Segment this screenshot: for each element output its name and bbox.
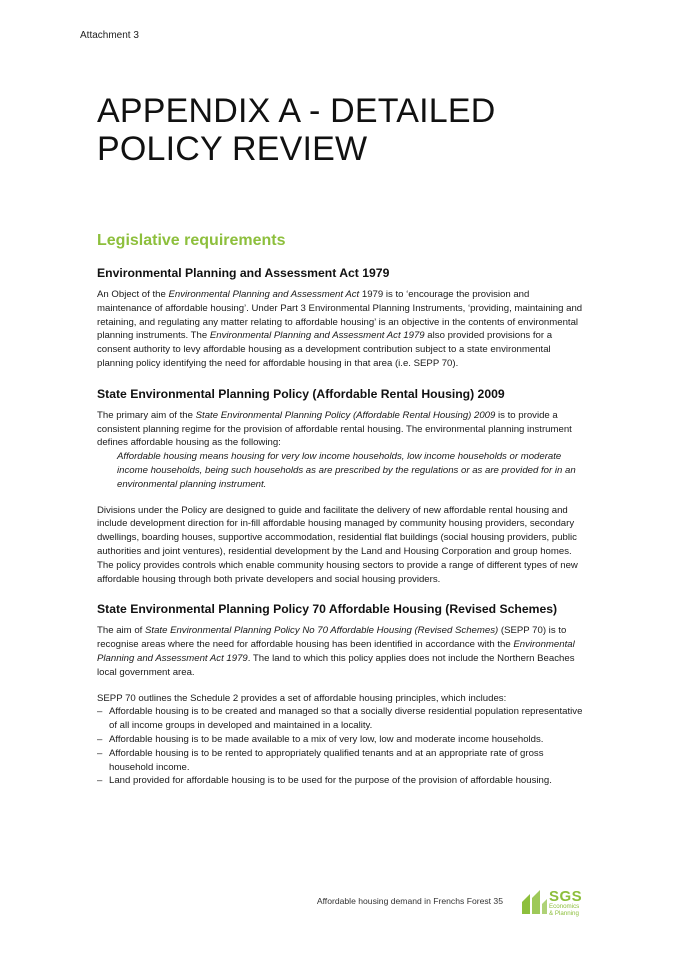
page-title-line-2: POLICY REVIEW [97,130,368,168]
list-item: – Affordable housing is to be rented to appropriately qualified tenants and at an appropriate rate of gross household income. [97,747,583,775]
page-title [97,92,495,168]
sepp70-paragraph-2: SEPP 70 outlines the Schedule 2 provides a set of affordable housing principles, which includes: [97,692,507,704]
epa-act-heading: Environmental Planning and Assessment Act 1979 [97,266,390,280]
epa-act-paragraph: An Object of the Environmental Planning and Assessment Act 1979 is to ‘encourage the provision and maintenance of affordable housing’. Under Part 3 Environmental Planning Instruments, ‘providing, maintaining and retaining, and regulating any matter relating to affordable housing’ is an objective in the contents of environmental planning instruments. The Environmental Planning and Assessment Act 1979 also provided provisions for a consent authority to levy affordable housing as a development contribution subject to a state environmental planning policy identifying the need for affordable housing in that area (i.e. SEPP 70). [97,289,583,369]
logo-subtitle: Economics & Planning [549,903,580,917]
sepp70-paragraph-1: The aim of State Environmental Planning Policy No 70 Affordable Housing (Revised Schemes) (SEPP 70) is to recognise areas where the need for affordable housing has been identified in accordance with the Environmental Planning and Assessment Act 1979. The land to which this policy applies does not include the Northern Beaches local government area. [97,625,575,678]
document-body [97,232,583,788]
list-item: – Land provided for affordable housing is to be used for the purpose of the provision of affordable housing. [97,774,583,788]
sepp70-heading: State Environmental Planning Policy 70 Affordable Housing (Revised Schemes) [97,602,558,617]
page-title-line-1: APPENDIX A - DETAILED [97,92,496,130]
sepp-arh-paragraph-2: Divisions under the Policy are designed to guide and facilitate the delivery of new affordable rental housing and include development direction for in-fill affordable housing managed by community housing providers, secondary dwellings, boarding houses, supportive accommodation, residential flat buildings (social housing providers, public authorities and joint ventures), residential development by the Land and Housing Corporation and group homes. The policy provides controls which enable community housing sectors to provide a range of different types of new affordable housing through both private developers and social housing providers. [97,504,578,585]
logo-wordmark: SGS [549,888,583,905]
attachment-label: Attachment 3 [80,30,139,41]
list-item: – Affordable housing is to be made available to a mix of very low, low and moderate income households. [97,733,583,747]
sepp-arh-paragraph-1: The primary aim of the State Environmental Planning Policy (Affordable Rental Housing) 2009 is to provide a consistent planning regime for the provision of affordable rental housing. The environmental planning instrument defines affordable housing as the following: [97,409,572,449]
footer-page-label: Affordable housing demand in Frenchs Forest 35 [316,896,503,906]
sepp-arh-heading: State Environmental Planning Policy (Affordable Rental Housing) 2009 [97,386,505,401]
affordable-housing-definition-quote: Affordable housing means housing for very low income households, low income households or moderate income households, being such households as are prescribed by the regulations or as are provided for in an environmental planning instrument. [117,451,576,490]
principles-list [97,705,583,788]
section-heading: Legislative requirements [97,232,286,249]
list-item: – Affordable housing is to be created and managed so that a socially diverse residential population representative of all income groups in developed and maintained in a locality. [97,705,583,733]
